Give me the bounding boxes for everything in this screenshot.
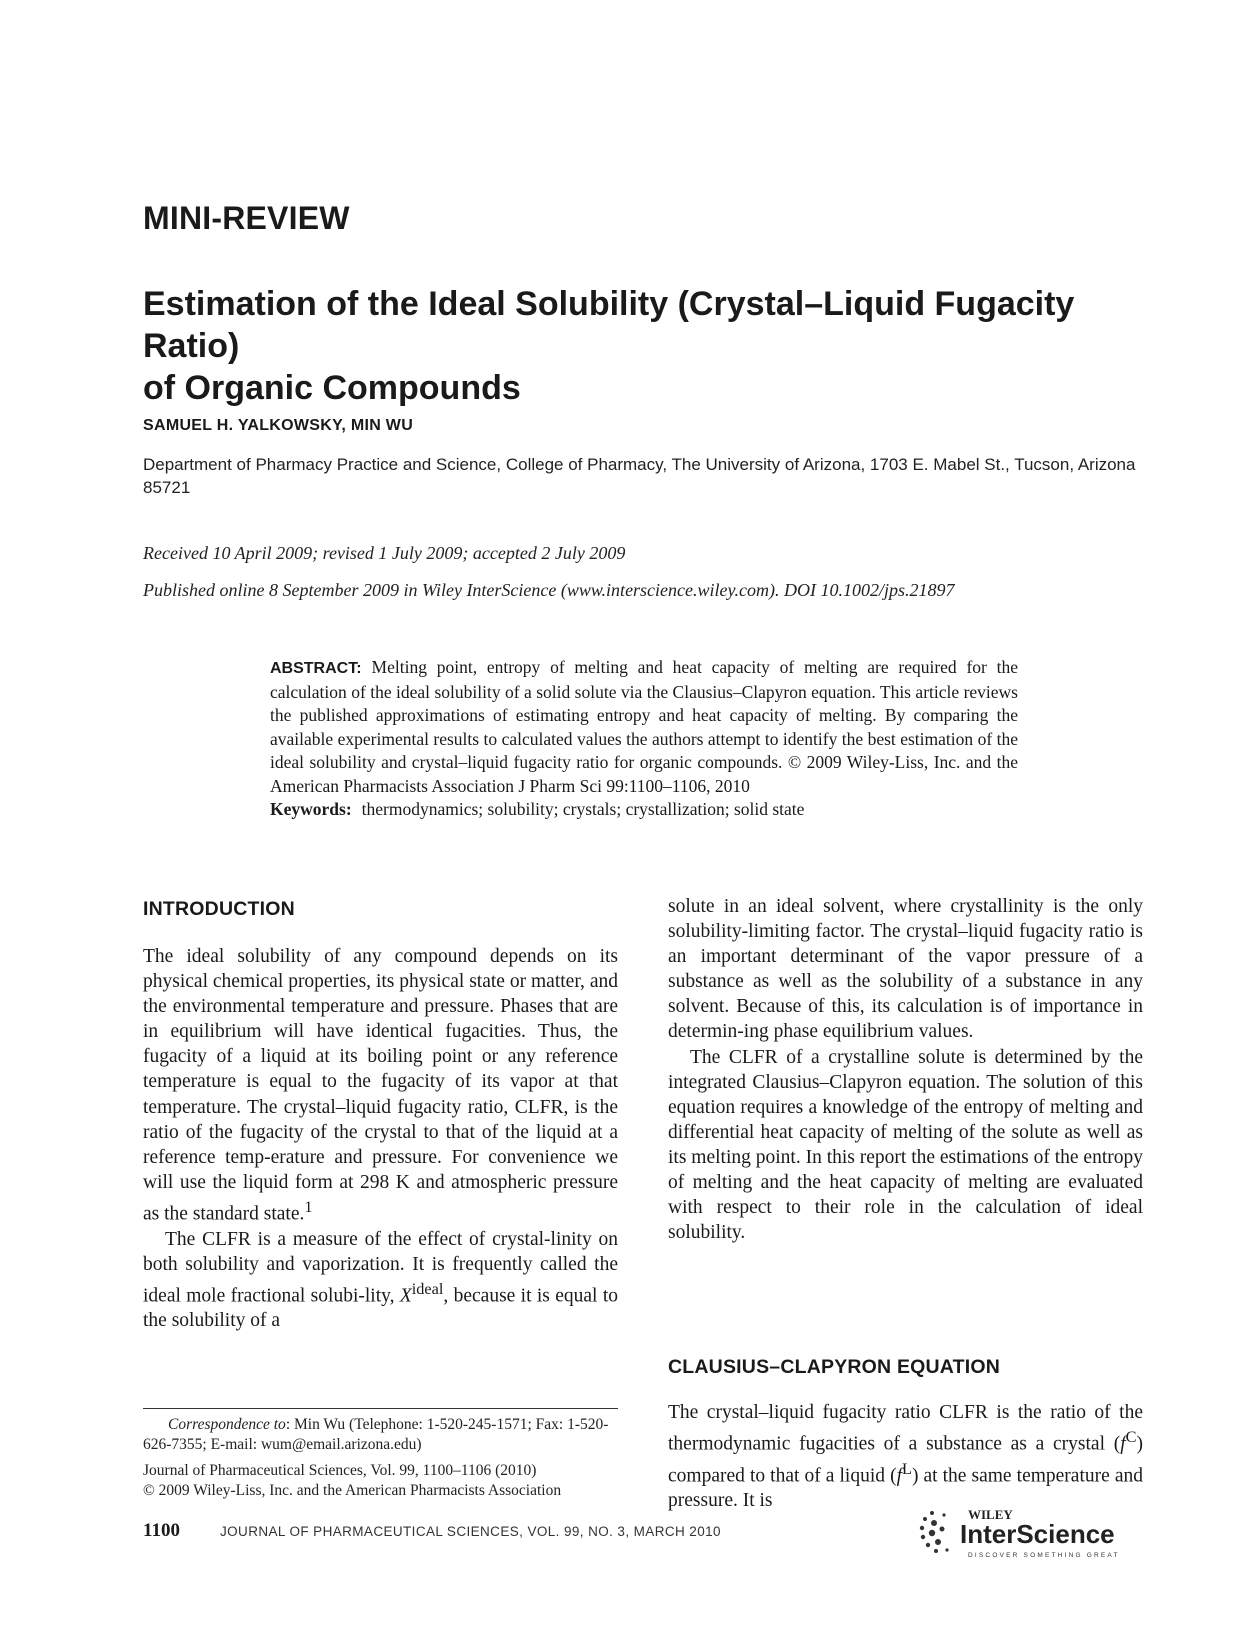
intro-paragraph-2 [143,1227,618,1334]
journal-citation: Journal of Pharmaceutical Sciences, Vol. 99, 1100–1106 (2010) [143,1462,537,1479]
clausius-p1-b: ) compared to that of a liquid ( [668,1433,1143,1487]
intro-paragraph-4: The CLFR of a crystalline solute is determined by the integrated Clausius–Clapyron equation. The solution of this equation requires a knowledge of the entropy of melting and differential heat capacity of melting of the solute as well as its melting point. In this report the estimations of the entropy of melting and the heat capacity of melting are evaluated with respect to their role in the calculation of ideal solubility. [668,1046,1143,1244]
intro-p1-text: The ideal solubility of any compound depends on its physical chemical properties, its physical state or matter, and the environmental temperature and pressure. Phases that are in equilibrium will have identical fugacities. Thus, the fugacity of a liquid at its boiling point or any reference temperature is equal to the fugacity of its vapor at that temperature. The crystal–liquid fugacity ratio, CLFR, is the ratio of the fugacity of the crystal to that of the liquid at a reference temp-erature and pressure. For convenience we will use the liquid form at 298 K and atmospheric pressure as the standard state. [143,946,618,1225]
f-c-superscript: C [1125,1428,1137,1447]
abstract-text: Melting point, entropy of melting and heat capacity of melting are required for the calculation of the ideal solubility of a solid solute via the Clausius–Clapyron equation. This article reviews the published approximations of estimating entropy and heat capacity of melting. By comparing the available experimental results to calculated values the authors attempt to identify the best estimation of the ideal solubility and crystal–liquid fugacity ratio for organic compounds. © 2009 Wiley-Liss, Inc. and the American Pharmacists Association J Pharm Sci 99:1100–1106, 2010 [270,657,1018,796]
footnote-divider [143,1408,618,1409]
affiliation: Department of Pharmacy Practice and Science, College of Pharmacy, The University of Arizona, 1703 E. Mabel St., Tucson, Arizona 85721 [143,455,1136,497]
x-superscript: ideal [411,1279,444,1298]
left-column [143,944,618,1333]
section-label: MINI-REVIEW [143,200,350,236]
received-dates: Received 10 April 2009; revised 1 July 2009; accepted 2 July 2009 [143,543,626,563]
keywords-text: thermodynamics; solubility; crystals; crystallization; solid state [361,799,805,819]
intro-p2-text-b: , because it is equal to the solubility of a [143,1285,619,1332]
intro-paragraph-1 [143,944,618,1227]
clausius-p1-c: ) at the same temperature and pressure. It is [668,1465,1143,1512]
x-symbol: X [399,1285,412,1307]
f-l-superscript: L [902,1459,912,1478]
logo-wiley-text: WILEY [968,1507,1013,1522]
dot-globe-icon [920,1511,949,1553]
correspondence [143,1415,618,1455]
page-number: 1100 [143,1520,180,1541]
reference-mark: 1 [304,1197,313,1216]
clausius-paragraph-1 [668,1400,1143,1513]
keywords-label: Keywords: [270,799,352,819]
paper-title [143,283,1143,409]
clausius-text [668,1400,1143,1513]
abstract-label: ABSTRACT: [270,660,362,677]
clausius-p1-a: The crystal–liquid fugacity ratio CLFR is the ratio of the thermodynamic fugacities of a substance as a crystal ( [668,1402,1143,1455]
title-line-1: Estimation of the Ideal Solubility (Crystal–Liquid Fugacity Ratio) [143,285,1075,365]
correspondence-text: : Min Wu (Telephone: 1-520-245-1571; Fax: 1-520-626-7355; E-mail: wum@email.arizona.edu) [143,1416,609,1453]
copyright-line: © 2009 Wiley-Liss, Inc. and the American Pharmacists Association [143,1482,562,1499]
title-line-2: of Organic Compounds [143,369,521,407]
running-footer: JOURNAL OF PHARMACEUTICAL SCIENCES, VOL. 99, NO. 3, MARCH 2010 [220,1524,721,1539]
f-symbol: f [1120,1433,1126,1455]
logo-tagline-text: DISCOVER SOMETHING GREAT [968,1552,1120,1559]
footnote [143,1415,618,1501]
clausius-heading: CLAUSIUS–CLAPYRON EQUATION [668,1356,1001,1378]
f-symbol-2: f [896,1465,902,1487]
published-line: Published online 8 September 2009 in Wiley InterScience (www.interscience.wiley.com). DOI 10.1002/jps.21897 [143,580,955,600]
authors: SAMUEL H. YALKOWSKY, MIN WU [143,417,414,434]
right-column [668,894,1143,1245]
wiley-interscience-logo [918,1505,1148,1563]
introduction-heading: INTRODUCTION [143,898,295,920]
abstract [270,656,1018,822]
correspondence-label: Correspondence to [168,1416,286,1433]
logo-interscience-text: InterScience [960,1519,1115,1549]
intro-p2-text-a: The CLFR is a measure of the effect of crystal-linity on both solubility and vaporization. It is frequently called the ideal mole fractional solubi-lity, [143,1228,618,1307]
intro-paragraph-3: solute in an ideal solvent, where crystallinity is the only solubility-limiting factor. The crystal–liquid fugacity ratio is an important determinant of the vapor pressure of a substance as well as the solubility of a substance in any solvent. Because of this, its calculation is of importance in determin-ing phase equilibrium values. [668,896,1143,1043]
